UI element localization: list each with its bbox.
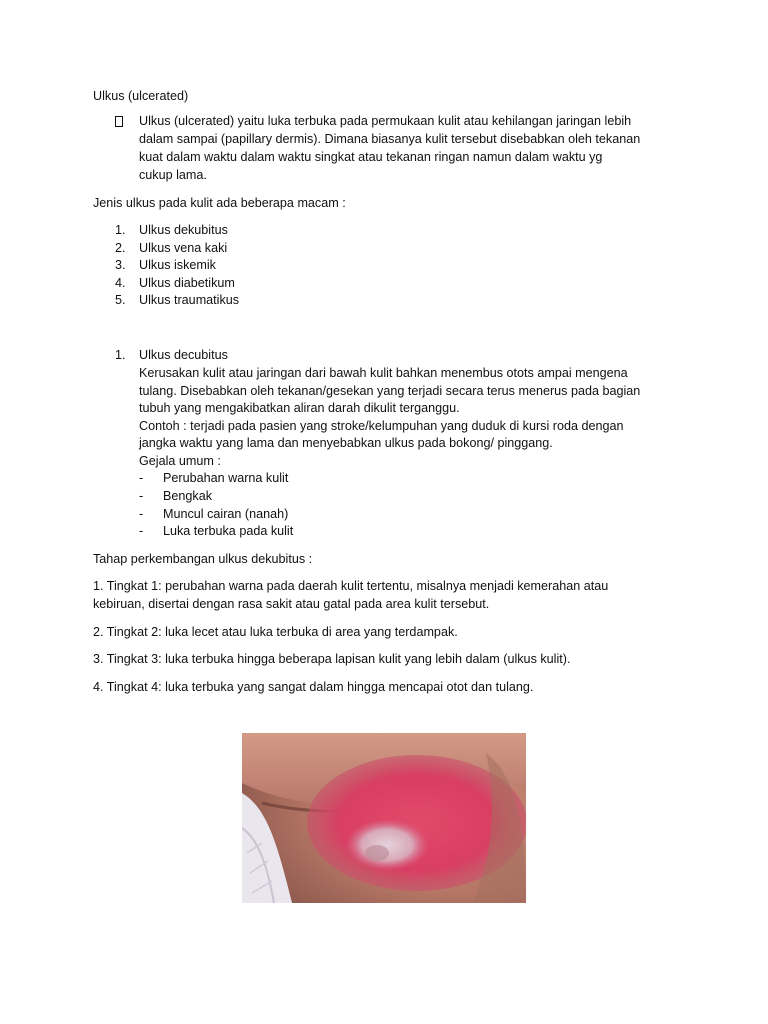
list-item: Ulkus vena kaki: [139, 241, 228, 255]
list-number: 5.: [115, 293, 126, 307]
symptoms-heading: Gejala umum :: [139, 454, 221, 468]
section-line: Contoh : terjadi pada pasien yang stroke/kelumpuhan yang duduk di kursi roda dengan: [139, 419, 624, 433]
symptom-item: Luka terbuka pada kulit: [163, 524, 294, 538]
definition-line: Ulkus (ulcerated) yaitu luka terbuka pada permukaan kulit atau kehilangan jaringan lebih: [139, 114, 632, 128]
dash-bullet: -: [139, 489, 144, 503]
symptom-item: Muncul cairan (nanah): [163, 507, 289, 521]
definition-line: cukup lama.: [139, 168, 207, 182]
dash-bullet: -: [139, 507, 144, 521]
section-number: 1.: [115, 348, 126, 362]
section-line: jangka waktu yang lama dan menyebabkan ulkus pada bokong/ pinggang.: [139, 436, 553, 450]
page-title: Ulkus (ulcerated): [93, 89, 189, 103]
stage-line: 3. Tingkat 3: luka terbuka hingga beberapa lapisan kulit yang lebih dalam (ulkus kulit).: [93, 652, 571, 666]
section-line: Kerusakan kulit atau jaringan dari bawah kulit bahkan menembus otots ampai mengena: [139, 366, 628, 380]
list-number: 3.: [115, 258, 126, 272]
bullet-glyph-icon: [115, 116, 123, 127]
stage-line: 1. Tingkat 1: perubahan warna pada daerah kulit tertentu, misalnya menjadi kemerahan atau: [93, 579, 609, 593]
stage-line: 2. Tingkat 2: luka lecet atau luka terbuka di area yang terdampak.: [93, 625, 458, 639]
definition-line: dalam sampai (papillary dermis). Dimana biasanya kulit tersebut disebabkan oleh tekanan: [139, 132, 641, 146]
list-number: 4.: [115, 276, 126, 290]
stage-line: 4. Tingkat 4: luka terbuka yang sangat dalam hingga mencapai otot dan tulang.: [93, 680, 534, 694]
list-number: 2.: [115, 241, 126, 255]
list-item: Ulkus dekubitus: [139, 223, 228, 237]
stages-intro: Tahap perkembangan ulkus dekubitus :: [93, 552, 313, 566]
ulcer-photo-illustration: [242, 733, 526, 903]
section-line: tulang. Disebabkan oleh tekanan/gesekan yang terjadi secara terus menerus pada bagian: [139, 384, 641, 398]
list-number: 1.: [115, 223, 126, 237]
section-title: Ulkus decubitus: [139, 348, 228, 362]
types-intro: Jenis ulkus pada kulit ada beberapa macam :: [93, 196, 346, 210]
list-item: Ulkus traumatikus: [139, 293, 240, 307]
symptom-item: Bengkak: [163, 489, 213, 503]
ulcer-photo: [242, 733, 526, 903]
definition-line: kuat dalam waktu dalam waktu singkat atau tekanan ringan namun dalam waktu yg: [139, 150, 603, 164]
symptom-item: Perubahan warna kulit: [163, 471, 289, 485]
list-item: Ulkus diabetikum: [139, 276, 235, 290]
dash-bullet: -: [139, 524, 144, 538]
stage-line: kebiruan, disertai dengan rasa sakit atau gatal pada area kulit tersebut.: [93, 597, 490, 611]
section-line: tubuh yang mengakibatkan aliran darah dikulit terganggu.: [139, 401, 460, 415]
list-item: Ulkus iskemik: [139, 258, 216, 272]
dash-bullet: -: [139, 471, 144, 485]
